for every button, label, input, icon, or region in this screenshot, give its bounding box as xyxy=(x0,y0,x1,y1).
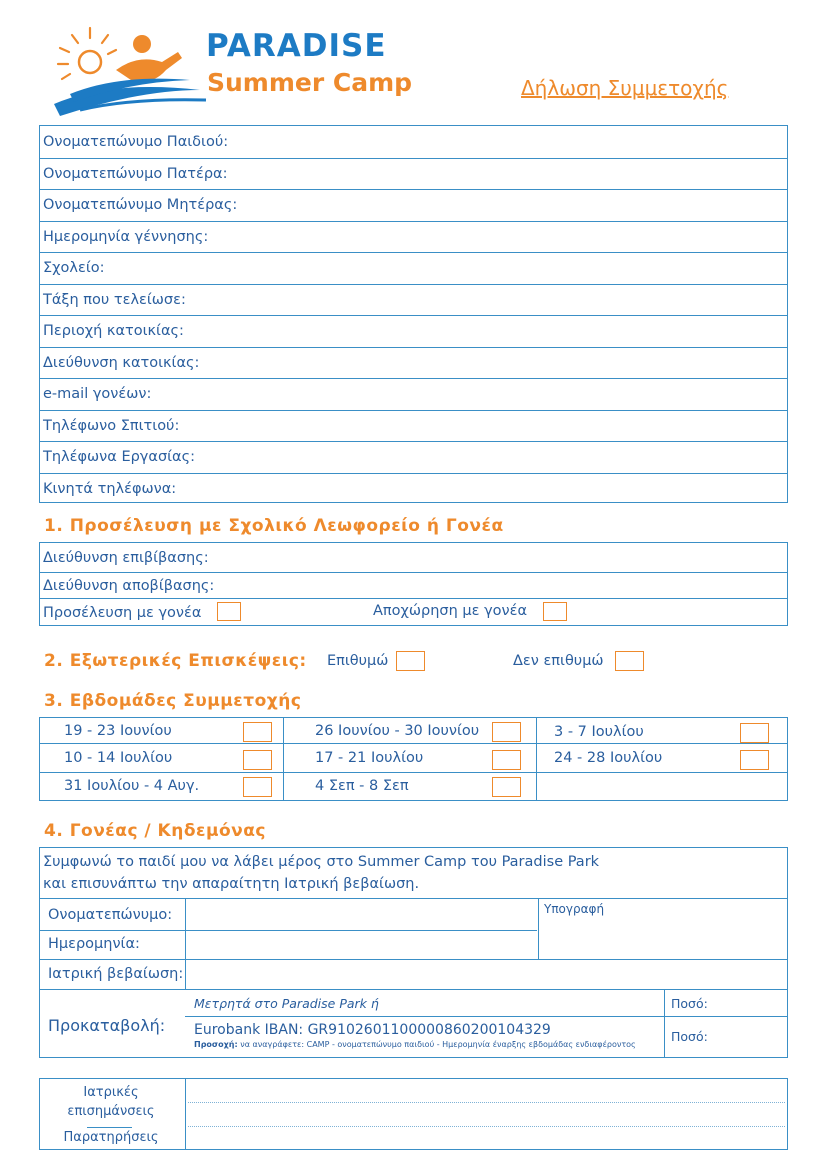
consent-line-2: και επισυνάπτω την απαραίτητη Ιατρική βεβαίωση. xyxy=(43,876,420,892)
amount-label-1: Ποσό: xyxy=(671,996,708,1011)
parent-transport-row xyxy=(40,598,787,626)
week-2-checkbox[interactable] xyxy=(492,722,521,742)
amount-label-2: Ποσό: xyxy=(671,1029,708,1044)
personal-field-label: Ονοματεπώνυμο Παιδιού: xyxy=(43,133,229,150)
week-7-label: 31 Ιουλίου - 4 Αυγ. xyxy=(64,778,200,794)
consent-line-1: Συμφωνώ το παιδί μου να λάβει μέρος στο Summer Camp του Paradise Park xyxy=(43,854,600,870)
deposit-label: Προκαταβολή: xyxy=(48,1016,166,1035)
week-1-checkbox[interactable] xyxy=(243,722,272,742)
personal-field-row[interactable] xyxy=(40,252,787,284)
week-8-checkbox[interactable] xyxy=(492,777,521,797)
logo xyxy=(50,24,420,116)
signature-field[interactable] xyxy=(539,899,788,959)
personal-field-label: Σχολείο: xyxy=(43,260,105,277)
pickup-address-field[interactable] xyxy=(40,543,787,572)
medical-cert-label: Ιατρική βεβαίωση: xyxy=(48,966,184,982)
personal-field-row[interactable] xyxy=(40,189,787,221)
notes-table xyxy=(39,1078,788,1150)
personal-field-row[interactable] xyxy=(40,347,787,379)
date-field[interactable] xyxy=(186,931,538,959)
week-3-checkbox[interactable] xyxy=(740,723,769,743)
dropoff-label: Διεύθυνση αποβίβασης: xyxy=(43,577,215,594)
medical-notes-label: Ιατρικές επισημάνσεις xyxy=(67,1085,155,1119)
personal-field-row[interactable] xyxy=(40,473,787,505)
note-bold: Προσοχή: xyxy=(194,1040,238,1049)
personal-field-label: Τάξη που τελείωσε: xyxy=(43,291,186,308)
week-6-label: 24 - 28 Ιουλίου xyxy=(554,750,663,766)
personal-field-row[interactable] xyxy=(40,378,787,410)
visits-want-label: Επιθυμώ xyxy=(327,653,389,669)
personal-field-label: Περιοχή κατοικίας: xyxy=(43,323,184,340)
medical-cert-field[interactable] xyxy=(186,960,788,989)
payment-note xyxy=(194,1040,636,1049)
brand-top: PARADISE xyxy=(206,28,387,64)
transport-table xyxy=(39,542,788,626)
week-1-label: 19 - 23 Ιουνίου xyxy=(64,723,172,739)
personal-field-label: Κινητά τηλέφωνα: xyxy=(43,480,177,497)
arrive-parent-label: Προσέλευση με γονέα xyxy=(43,604,202,621)
page-title: Δήλωση Συμμετοχής xyxy=(521,76,729,100)
leave-parent-checkbox[interactable] xyxy=(543,602,567,621)
personal-field-row[interactable] xyxy=(40,315,787,347)
personal-field-label: Ονοματεπώνυμο Μητέρας: xyxy=(43,197,238,214)
week-4-label: 10 - 14 Ιουλίου xyxy=(64,750,173,766)
section-1-title: 1. Προσέλευση με Σχολικό Λεωφορείο ή Γονέα xyxy=(44,516,504,536)
week-5-checkbox[interactable] xyxy=(492,750,521,770)
personal-field-row[interactable] xyxy=(40,284,787,316)
note-text: να αναγράφετε: CAMP - ονοματεπώνυμο παιδιού - Ημερομηνία έναρξης εβδομάδας ενδιαφέροντος xyxy=(237,1040,636,1049)
personal-field-row[interactable] xyxy=(40,126,787,158)
remarks-label: Παρατηρήσεις xyxy=(63,1130,159,1145)
week-7-checkbox[interactable] xyxy=(243,777,272,797)
personal-field-row[interactable] xyxy=(40,158,787,190)
personal-field-row[interactable] xyxy=(40,410,787,442)
pickup-label: Διεύθυνση επιβίβασης: xyxy=(43,549,209,566)
arrive-parent-checkbox[interactable] xyxy=(217,602,241,621)
notes-field[interactable] xyxy=(186,1079,787,1149)
personal-field-label: Ημερομηνία γέννησης: xyxy=(43,228,209,245)
week-3-label: 3 - 7 Ιουλίου xyxy=(554,724,644,740)
personal-field-label: Διεύθυνση κατοικίας: xyxy=(43,354,200,371)
weeks-table xyxy=(39,717,788,801)
personal-field-label: Ονοματεπώνυμο Πατέρα: xyxy=(43,165,228,182)
guardian-name-label: Ονοματεπώνυμο: xyxy=(48,907,173,923)
guardian-table xyxy=(39,847,788,1058)
date-label: Ημερομηνία: xyxy=(48,936,140,952)
personal-field-row[interactable] xyxy=(40,221,787,253)
iban-text: Eurobank IBAN: GR9102601100000860200104329 xyxy=(194,1022,551,1038)
week-2-label: 26 Ιουνίου - 30 Ιουνίου xyxy=(315,723,480,739)
week-5-label: 17 - 21 Ιουλίου xyxy=(315,750,424,766)
personal-field-label: Τηλέφωνα Εργασίας: xyxy=(43,449,195,466)
section-4-title: 4. Γονέας / Κηδεμόνας xyxy=(44,821,267,841)
visits-dont-want-checkbox[interactable] xyxy=(615,651,644,671)
week-8-label: 4 Σεπ - 8 Σεπ xyxy=(315,778,409,794)
logo-graphic xyxy=(50,24,210,116)
dropoff-address-field[interactable] xyxy=(40,572,787,598)
signature-label: Υπογραφή xyxy=(544,902,605,916)
section-2-title: 2. Εξωτερικές Επισκέψεις: xyxy=(44,651,307,671)
personal-info-table xyxy=(39,125,788,503)
personal-field-row[interactable] xyxy=(40,441,787,473)
visits-want-checkbox[interactable] xyxy=(396,651,425,671)
personal-field-label: e-mail γονέων: xyxy=(43,386,152,403)
guardian-name-field[interactable] xyxy=(186,899,538,930)
brand-bottom: Summer Camp xyxy=(207,68,413,97)
section-3-title: 3. Εβδομάδες Συμμετοχής xyxy=(44,691,302,711)
week-6-checkbox[interactable] xyxy=(740,750,769,770)
visits-dont-want-label: Δεν επιθυμώ xyxy=(513,653,604,669)
leave-parent-label: Αποχώρηση με γονέα xyxy=(373,603,528,619)
week-4-checkbox[interactable] xyxy=(243,750,272,770)
cash-option: Μετρητά στο Paradise Park ή xyxy=(194,996,379,1011)
personal-field-label: Τηλέφωνο Σπιτιού: xyxy=(43,417,180,434)
